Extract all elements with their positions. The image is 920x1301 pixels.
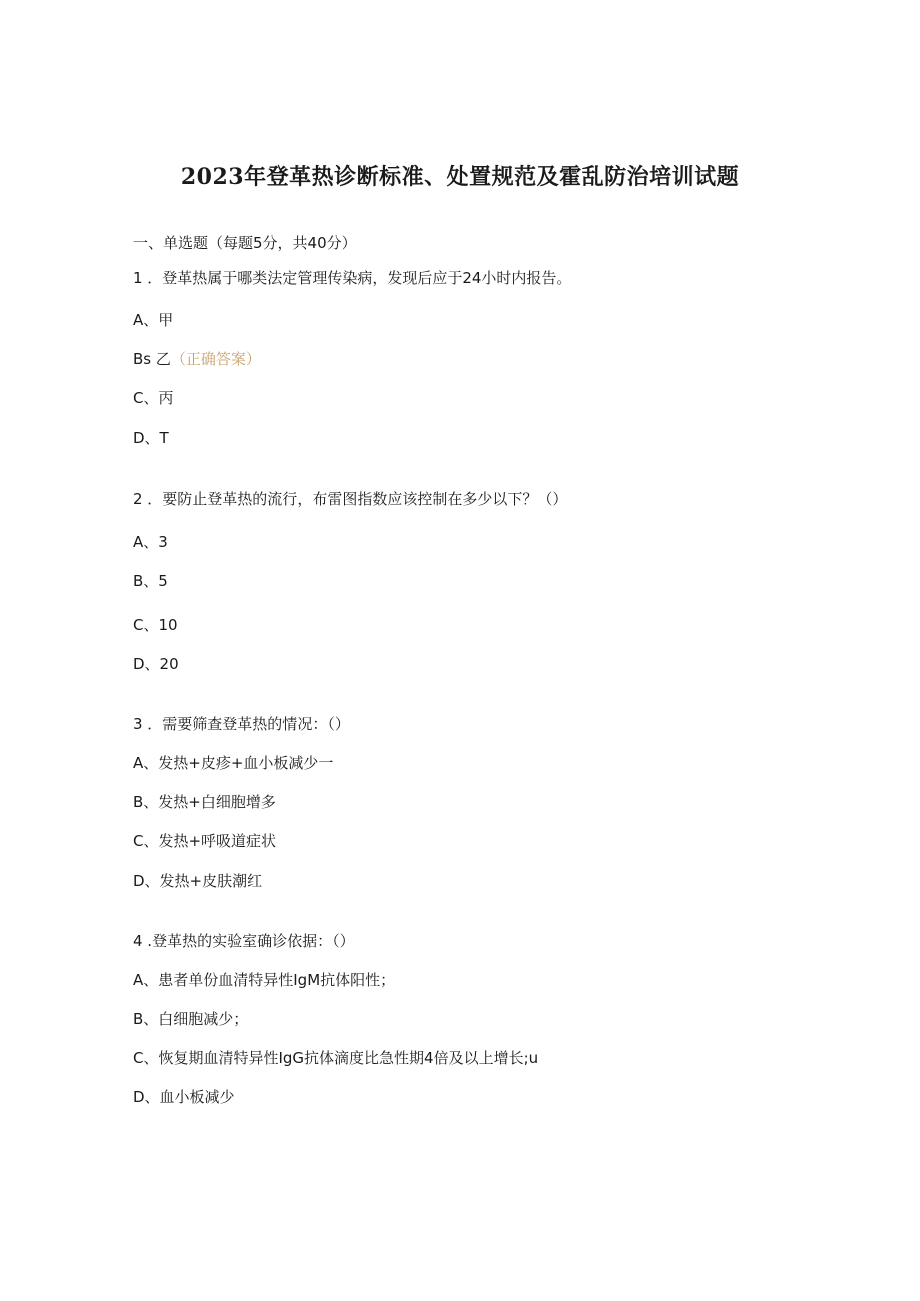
question-4-option-c: C、恢复期血清特异性IgG抗体滴度比急性期4倍及以上增长;u <box>133 1049 539 1067</box>
question-1-option-b <box>133 349 261 369</box>
question-2-option-d: D、20 <box>133 655 179 673</box>
question-1-option-b-text: Bs 乙 <box>133 350 171 368</box>
question-4-stem: 4 .登革热的实验室确诊依据：（） <box>133 932 355 950</box>
question-1-stem: 1 ．登革热属于哪类法定管理传染病，发现后应于24小时内报告。 <box>133 269 572 287</box>
question-1-option-c: C、丙 <box>133 389 174 407</box>
question-2-option-c: C、10 <box>133 616 178 634</box>
question-1-option-a: A、甲 <box>133 311 174 329</box>
question-3-option-a: A、发热+皮疹+血小板减少一 <box>133 754 334 772</box>
question-4-option-a: A、患者单份血清特异性IgM抗体阳性； <box>133 971 396 989</box>
section-heading: 一、单选题（每题5分，共40分） <box>133 234 357 252</box>
question-3-option-d: D、发热+皮肤潮红 <box>133 872 263 890</box>
question-1-option-d: D、T <box>133 429 169 447</box>
question-3-stem: 3 ．需要筛查登革热的情况：（） <box>133 715 350 733</box>
question-2-option-a: A、3 <box>133 533 168 551</box>
question-2-option-b: B、5 <box>133 572 168 590</box>
question-2-stem: 2 ．要防止登革热的流行，布雷图指数应该控制在多少以下？（） <box>133 490 568 508</box>
question-3-option-b: B、发热+白细胞增多 <box>133 793 276 811</box>
question-4-option-b: B、白细胞减少； <box>133 1010 249 1028</box>
page-title: 2023年登革热诊断标准、处置规范及霍乱防治培训试题 <box>180 164 740 190</box>
question-4-option-d: D、血小板减少 <box>133 1088 235 1106</box>
correct-answer-note: （正确答案） <box>170 350 261 368</box>
question-3-option-c: C、发热+呼吸道症状 <box>133 832 277 850</box>
